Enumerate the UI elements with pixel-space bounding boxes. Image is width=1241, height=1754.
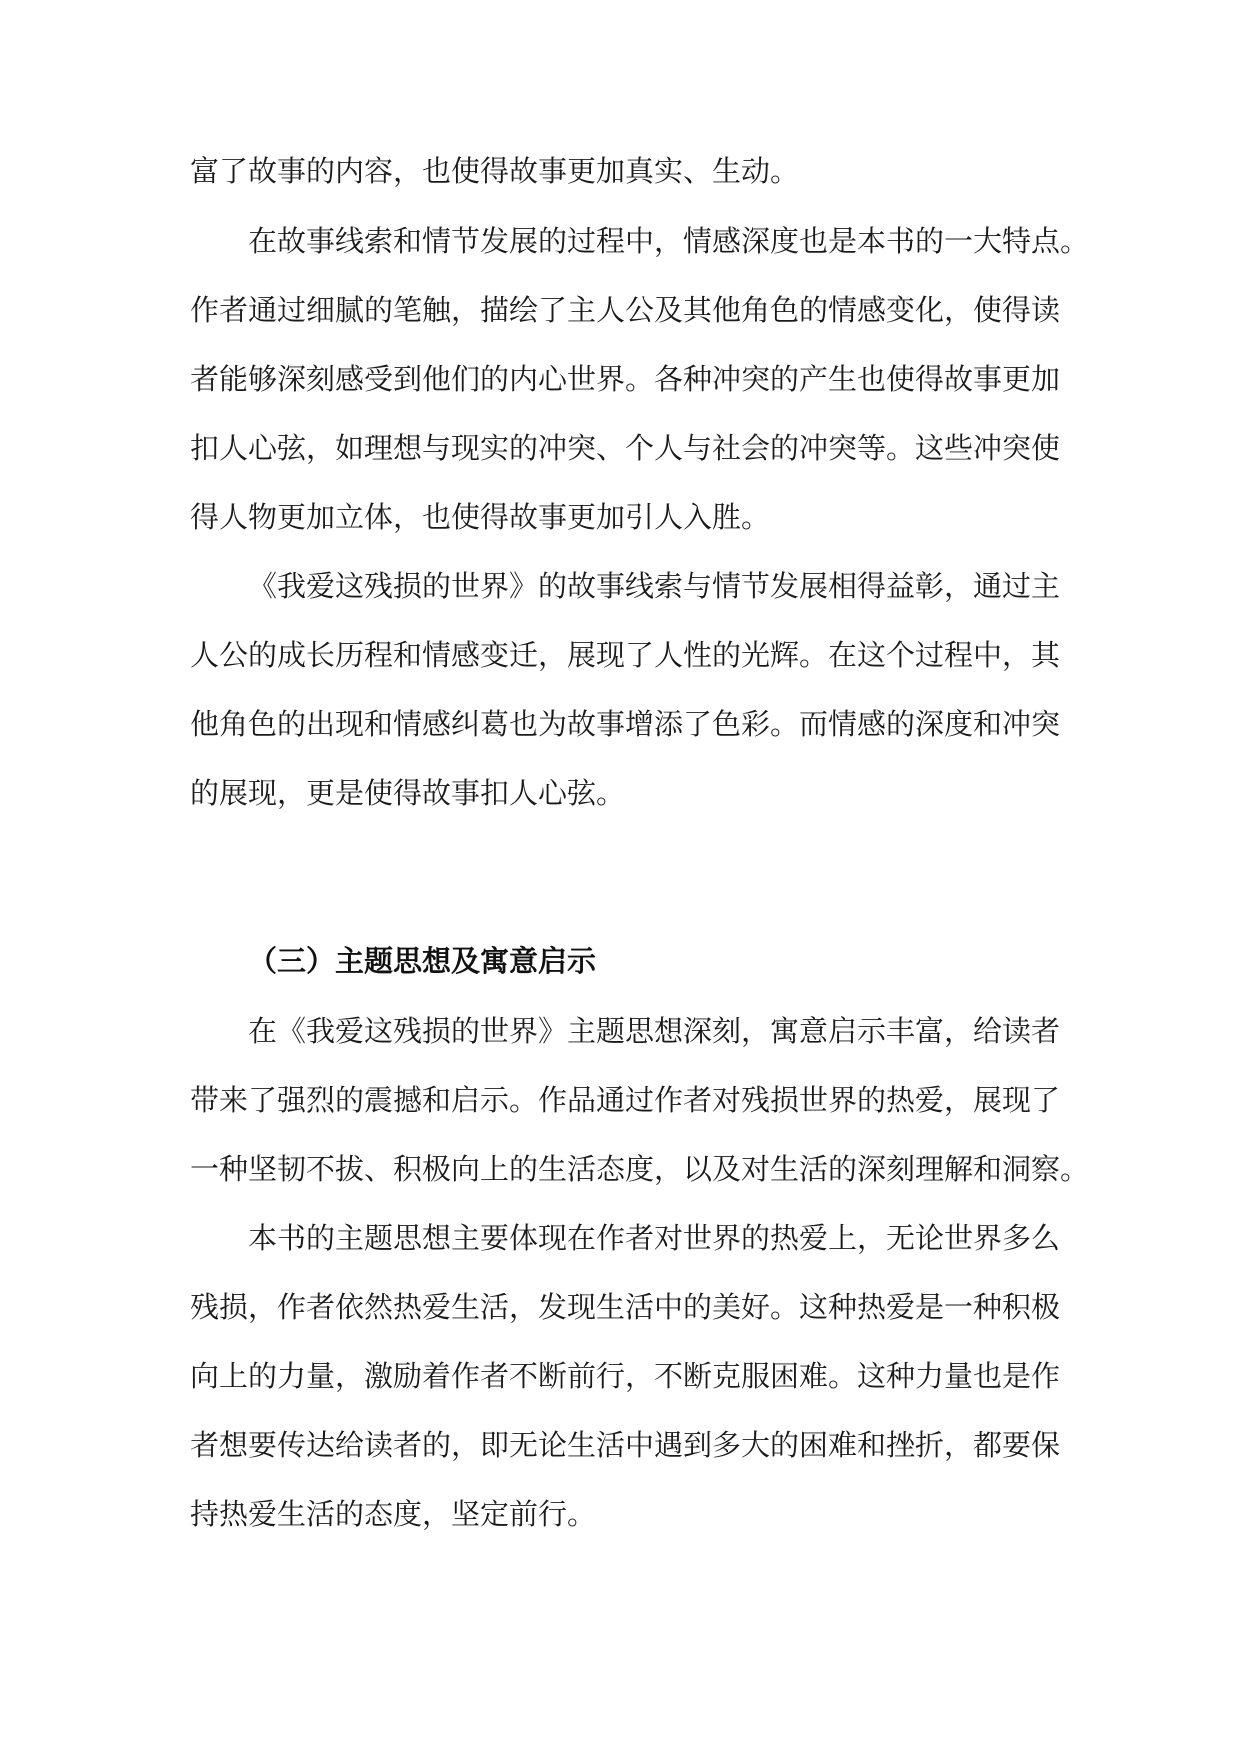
paragraph-2-line-1: 在故事线索和情节发展的过程中，情感深度也是本书的一大特点。 (248, 224, 1090, 258)
paragraph-2-line-4: 扣人心弦，如理想与现实的冲突、个人与社会的冲突等。这些冲突使 (190, 431, 1061, 465)
section-paragraph-2-line-4: 者想要传达给读者的，即无论生活中遇到多大的困难和挫折，都要保 (190, 1428, 1061, 1462)
section-paragraph-2-line-2: 残损，作者依然热爱生活，发现生活中的美好。这种热爱是一种积极 (190, 1290, 1061, 1324)
section-paragraph-1-line-1: 在《我爱这残损的世界》主题思想深刻，寓意启示丰富，给读者 (248, 1014, 1061, 1048)
paragraph-2-line-2: 作者通过细腻的笔触，描绘了主人公及其他角色的情感变化，使得读 (190, 293, 1061, 327)
section-heading: （三）主题思想及寓意启示 (248, 944, 597, 978)
paragraph-3-line-1: 《我爱这残损的世界》的故事线索与情节发展相得益彰，通过主 (248, 569, 1061, 603)
section-paragraph-2-line-1: 本书的主题思想主要体现在作者对世界的热爱上，无论世界多么 (248, 1221, 1061, 1255)
section-paragraph-1-line-2: 带来了强烈的震撼和启示。作品通过作者对残损世界的热爱，展现了 (190, 1083, 1061, 1117)
section-paragraph-2-line-5: 持热爱生活的态度，坚定前行。 (190, 1497, 597, 1531)
paragraph-3-line-4: 的展现，更是使得故事扣人心弦。 (190, 776, 626, 810)
section-paragraph-1-line-3: 一种坚韧不拔、积极向上的生活态度，以及对生活的深刻理解和洞察。 (190, 1152, 1090, 1186)
paragraph-1-line-1: 富了故事的内容，也使得故事更加真实、生动。 (190, 154, 800, 188)
paragraph-2-line-5: 得人物更加立体，也使得故事更加引人入胜。 (190, 500, 771, 534)
paragraph-2-line-3: 者能够深刻感受到他们的内心世界。各种冲突的产生也使得故事更加 (190, 362, 1061, 396)
paragraph-3-line-3: 他角色的出现和情感纠葛也为故事增添了色彩。而情感的深度和冲突 (190, 707, 1061, 741)
paragraph-3-line-2: 人公的成长历程和情感变迁，展现了人性的光辉。在这个过程中，其 (190, 638, 1061, 672)
section-paragraph-2-line-3: 向上的力量，激励着作者不断前行，不断克服困难。这种力量也是作 (190, 1359, 1061, 1393)
